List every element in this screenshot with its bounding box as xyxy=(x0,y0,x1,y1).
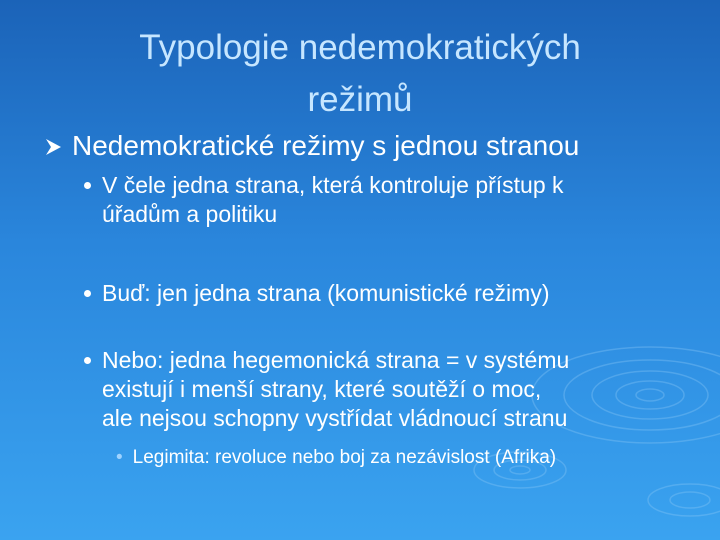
sub-item-text: Legimita: revoluce nebo boj za nezávislost (Afrika) xyxy=(132,447,557,468)
list-item-1-line-2: úřadům a politiku xyxy=(102,201,278,227)
list-item-3-line-3: ale nejsou schopny vystřídat vládnoucí stranu xyxy=(102,405,568,431)
list-item-3-line-1: Nebo: jedna hegemonická strana = v systému xyxy=(102,347,570,373)
round-bullet-icon xyxy=(84,357,91,364)
list-item-1-line-1: V čele jedna strana, která kontroluje přístup k xyxy=(102,172,564,198)
list-item-2-line-1: Buď: jen jedna strana (komunistické režimy) xyxy=(102,280,550,306)
slide-title xyxy=(60,22,660,126)
sub-bullet-icon: • xyxy=(116,447,123,468)
heading-text: Nedemokratické režimy s jednou stranou xyxy=(72,130,580,161)
arrowhead-bullet-icon xyxy=(44,138,62,156)
sub-item xyxy=(116,445,556,471)
title-line-1: Typologie nedemokratických xyxy=(139,28,581,67)
list-item-3-line-2: existují i menší strany, které soutěží o moc, xyxy=(102,376,542,402)
round-bullet-icon xyxy=(84,182,91,189)
title-line-2: režimů xyxy=(307,80,413,119)
round-bullet-icon xyxy=(84,290,91,297)
